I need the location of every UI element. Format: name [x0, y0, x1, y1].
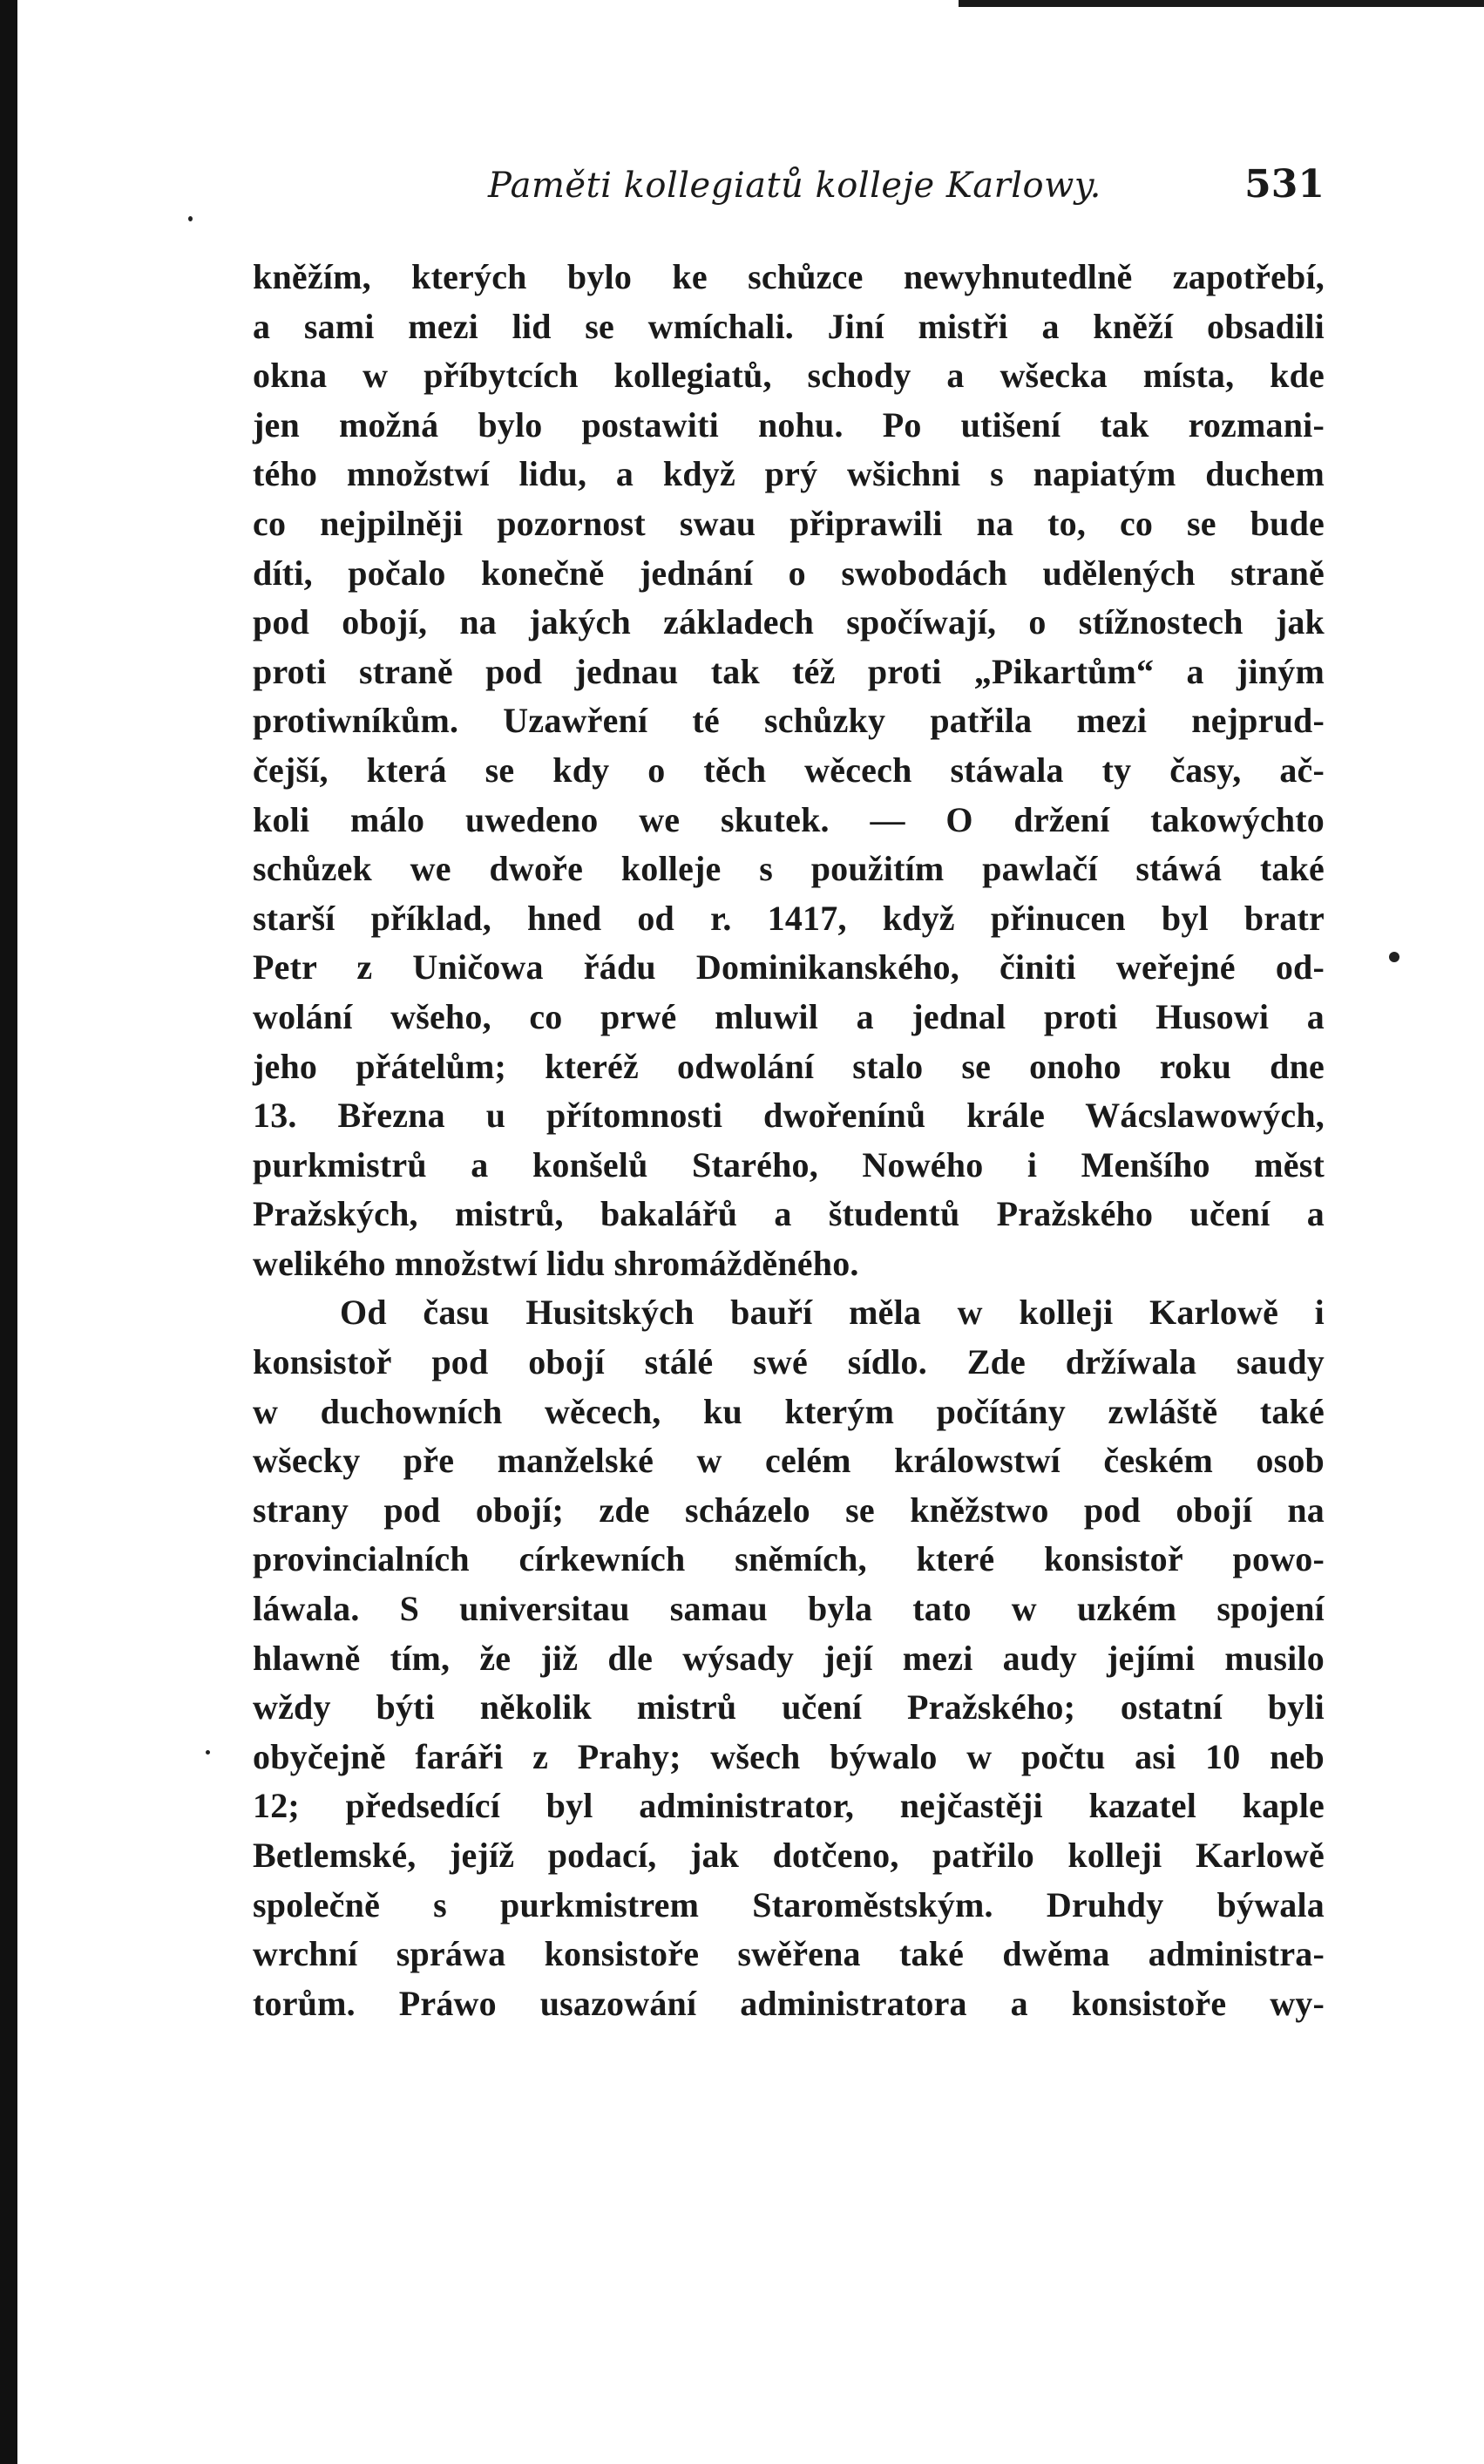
body-text [253, 253, 1325, 2028]
text-line: Betlemské, jejíž podací, jak dotčeno, patřilo kolleji Karlowě [253, 1836, 1325, 1875]
scan-border-left [0, 0, 17, 2464]
text-line: protiwníkům. Uzawření té schůzky patřila mezi nejprud- [253, 701, 1325, 741]
text-line: čejší, která se kdy o těch wěcech stáwala ty časy, ač- [253, 750, 1325, 790]
text-line: kněžím, kterých bylo ke schůzce newyhnutedlně zapotřebí, [253, 257, 1325, 296]
text-line: 12; předsedící byl administrator, nejčastěji kazatel kaple [253, 1786, 1325, 1826]
text-line: konsistoř pod obojí stálé swé sídlo. Zde držíwala saudy [253, 1342, 1325, 1382]
running-title: Paměti kollegiatů kolleje Karlowy. [488, 166, 1101, 206]
text-line: 13. Března u přítomnosti dwořenínů krále Wácslawowých, [253, 1096, 1325, 1136]
text-line: proti straně pod jednau tak též proti „Pikartům“ a jiným [253, 651, 1325, 691]
text-line: společně s purkmistrem Staroměstským. Druhdy býwala [253, 1884, 1325, 1924]
text-line: díti, počalo konečně jednání o swobodách udělených straně [253, 553, 1325, 593]
text-line: wždy býti několik mistrů učení Pražského; ostatní byli [253, 1687, 1325, 1728]
paragraph-first-line: Od času Husitských bauří měla w kolleji Karlowě i [340, 1293, 1325, 1333]
ink-speck [188, 216, 193, 221]
text-line: strany pod obojí; zde scházelo se kněžstwo pod obojí na [253, 1490, 1325, 1530]
text-line: co nejpilněji pozornost swau připrawili na to, co se bude [253, 503, 1325, 543]
text-line: w duchowních wěcech, ku kterým počítány zwláště také [253, 1391, 1325, 1431]
text-line: jeho přátelům; kteréž odwolání stalo se onoho roku dne [253, 1046, 1325, 1086]
text-line: provincialních církewních sněmích, které konsistoř powo- [253, 1539, 1325, 1579]
text-line: koli málo uwedeno we skutek. — O držení takowýchto [253, 799, 1325, 839]
scan-border-top [959, 0, 1484, 7]
text-line: schůzek we dwoře kolleje s použitím pawlačí stáwá také [253, 849, 1325, 889]
text-line: a sami mezi lid se wmíchali. Jiní mistři a kněží obsadili [253, 306, 1325, 346]
page-number: 531 [1244, 162, 1325, 207]
text-line: Pražských, mistrů, bakalářů a študentů Pražského učení a [253, 1194, 1325, 1234]
text-line: okna w příbytcích kollegiatů, schody a wšecka místa, kde [253, 356, 1325, 396]
text-line: tého množstwí lidu, a když prý wšichni s napiatým duchem [253, 454, 1325, 494]
text-line: purkmistrů a konšelů Starého, Nowého i Menšího měst [253, 1144, 1325, 1184]
running-head [253, 162, 1325, 235]
text-line: pod obojí, na jakých základech spočíwají, o stížnostech jak [253, 602, 1325, 642]
text-line: láwala. S universitau samau byla tato w uzkém spojení [253, 1589, 1325, 1629]
ink-speck [1389, 952, 1399, 962]
ink-speck [206, 1750, 210, 1755]
book-page [253, 162, 1325, 2028]
paragraph-last-line: welikého množstwí lidu shromážděného. [253, 1243, 859, 1283]
text-line: hlawně tím, že již dle wýsady její mezi audy jejími musilo [253, 1638, 1325, 1678]
text-line: starší příklad, hned od r. 1417, když přinucen byl bratr [253, 898, 1325, 938]
text-line: torům. Práwo usazowání administratora a konsistoře wy- [253, 1983, 1325, 2023]
text-line: wrchní spráwa konsistoře swěřena také dwěma administra- [253, 1934, 1325, 1974]
text-line: jen možná bylo postawiti nohu. Po utišení tak rozmani- [253, 404, 1325, 445]
text-line: Petr z Uničowa řádu Dominikanského, činiti weřejné od- [253, 947, 1325, 988]
text-line: wšecky pře manželské w celém králowstwí českém osob [253, 1441, 1325, 1481]
text-line: wolání wšeho, co prwé mluwil a jednal proti Husowi a [253, 996, 1325, 1036]
text-line: obyčejně faráři z Prahy; wšech býwalo w počtu asi 10 neb [253, 1736, 1325, 1776]
